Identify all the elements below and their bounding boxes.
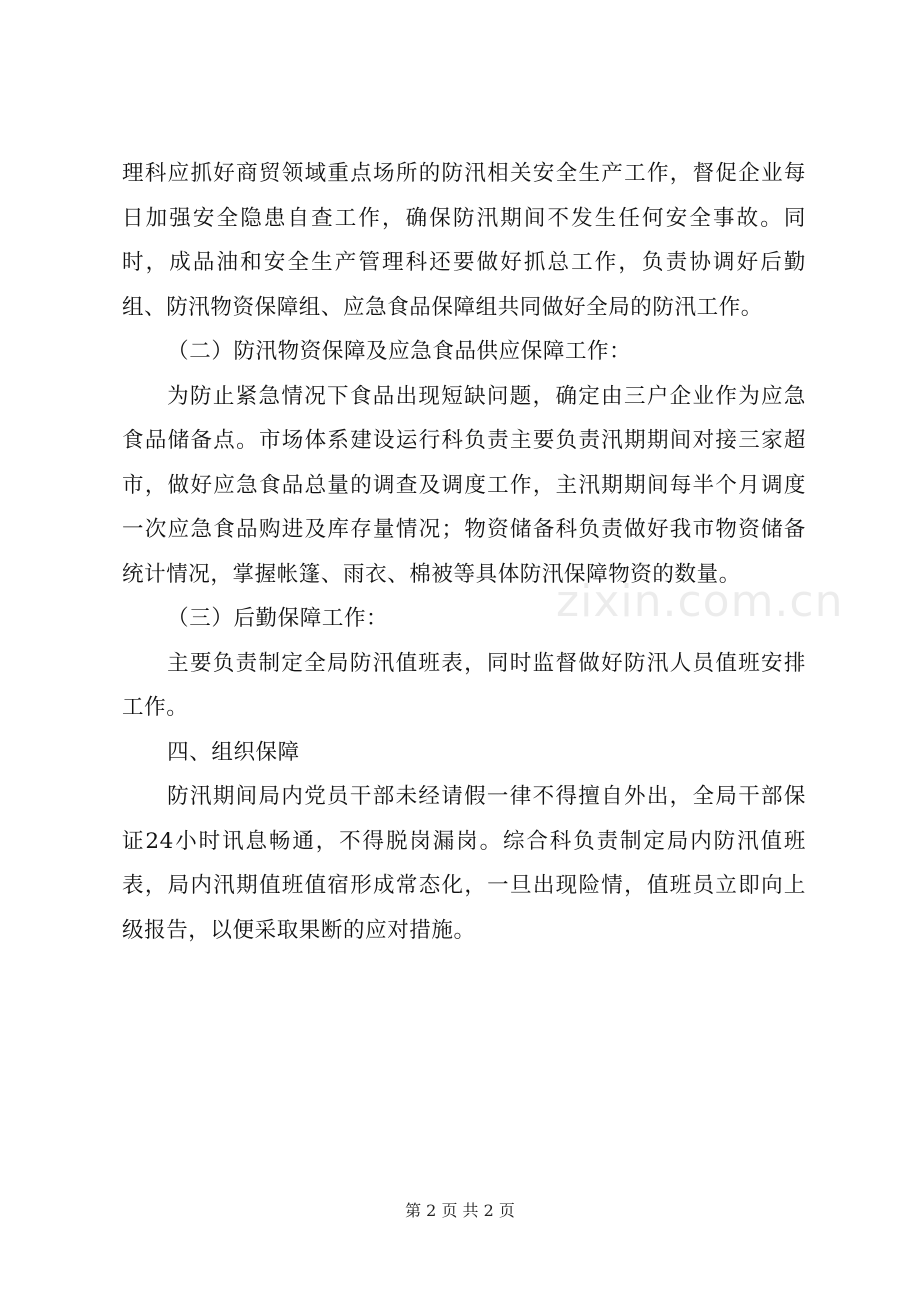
watermark: zixin.com.cn [556, 576, 844, 627]
paragraph-1: 理科应抓好商贸领域重点场所的防汛相关安全生产工作，督促企业每日加强安全隐患自查工作，确保防汛期间不发生任何安全事故。同时，成品油和安全生产管理科还要做好抓总工作，负责协调好后勤组、防汛物资保障组、应急食品保障组共同做好全局的防汛工作。 [122, 161, 806, 320]
paragraph-6-heading: 四、组织保障 [167, 739, 300, 765]
paragraph-5: 主要负责制定全局防汛值班表，同时监督做好防汛人员值班安排工作。 [122, 650, 806, 720]
paragraph-7: 防汛期间局内党员干部未经请假一律不得擅自外出，全局干部保证24小时讯息畅通，不得脱岗漏岗。综合科负责制定局内防汛值班表，局内汛期值班值宿形成常态化，一旦出现险情，值班员立即向上级报告，以便采取果断的应对措施。 [122, 784, 806, 943]
page-footer: 第 2 页 共 2 页 [405, 1201, 515, 1220]
paragraph-4-heading: （三）后勤保障工作： [167, 606, 389, 631]
paragraph-3: 为防止紧急情况下食品出现短缺问题，确定由三户企业作为应急食品储备点。市场体系建设运行科负责主要负责汛期期间对接三家超市，做好应急食品总量的调查及调度工作，主汛期期间每半个月调度一次应急食品购进及库存量情况；物资储备科负责做好我市物资储备统计情况，掌握帐篷、雨衣、棉被等具体防汛保障物资的数量。 [122, 383, 806, 587]
paragraph-2-heading: （二）防汛物资保障及应急食品供应保障工作： [167, 339, 632, 364]
document-body [122, 152, 806, 953]
